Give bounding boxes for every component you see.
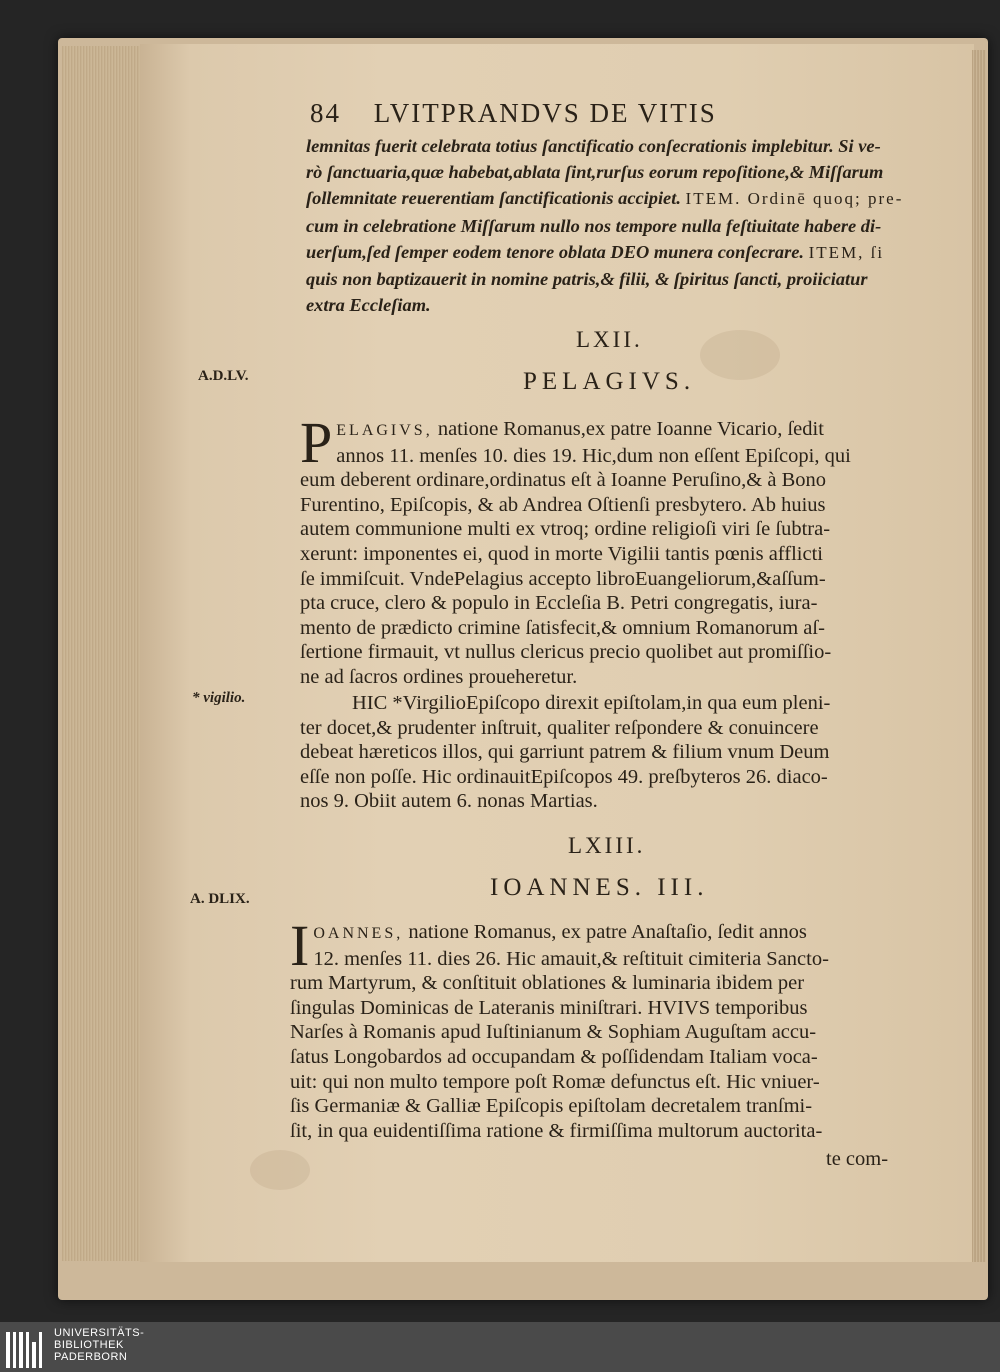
body-line: natione Romanus, ex patre Anaſtaſio, ſedit annos — [403, 921, 807, 943]
intro-line: ITEM, ſi — [808, 242, 885, 262]
intro-line: uerſum,ſed ſemper eodem tenore oblata DEO munera conſecrare. — [306, 241, 805, 262]
body-line: eſſe non poſſe. Hic ordinauitEpiſcopos 49. preſbyteros 26. diaco- — [300, 765, 828, 788]
body-line: pta cruce, clero & populo in Eccleſia B. Petri congregatis, iura- — [300, 592, 818, 615]
body-line: ſit, in qua euidentiſſima ratione & firmiſſima multorum auctorita- — [290, 1119, 823, 1142]
intro-line: extra Eccleſiam. — [306, 295, 431, 316]
body-line: eum deberent ordinare,ordinatus eſt à Ioanne Peruſino,& à Bono — [300, 469, 827, 492]
body-line: ſis Germaniæ & Galliæ Epiſcopis epiſtolam decretalem tranſmi- — [290, 1095, 813, 1118]
chapter-body-paragraph2 — [300, 691, 910, 814]
body-line: ſe immiſcuit. VndePelagius accepto libroEuangeliorum,&aſſum- — [300, 567, 826, 590]
intro-line: rò ſanctuaria,quæ habebat,ablata ſint,rurſus eorum repoſitione,& Miſſarum — [306, 162, 884, 183]
body-line: Furentino, Epiſcopis, & ab Andrea Oſtienſi presbytero. Ab huius — [300, 493, 826, 516]
running-title: LVITPRANDVS DE VITIS — [373, 98, 717, 128]
body-line: ſertione firmauit, vt nullus clericus precio quolibet aut promiſſio- — [300, 641, 832, 664]
intro-line: ſollemnitate reuerentiam ſanctificationis accipiet. — [306, 188, 681, 209]
body-line: uit: qui non multo tempore poſt Romæ defunctus eſt. Hic vniuer- — [290, 1070, 820, 1093]
library-logo-icon — [6, 1328, 42, 1368]
lead-word: ELAGIVS, — [336, 422, 433, 439]
body-line: debeat hæreticos illos, qui garriunt patrem & filium vnum Deum — [300, 741, 830, 764]
body-line: HIC *VirgilioEpiſcopo direxit epiſtolam,in qua eum pleni- — [352, 692, 831, 714]
logo-line: PADERBORN — [54, 1351, 128, 1363]
body-line: rum Martyrum, & conſtituit oblationes & luminaria ibidem per — [290, 972, 805, 995]
margin-year: A.D.LV. — [198, 368, 249, 384]
intro-line: lemnitas fuerit celebrata totius ſanctificatio conſecrationis implebitur. Si ve- — [306, 136, 881, 156]
library-footer — [0, 1322, 1000, 1372]
logo-line: BIBLIOTHEK — [54, 1339, 124, 1351]
body-line: nos 9. Obiit autem 6. nonas Martias. — [300, 790, 598, 813]
logo-line: UNIVERSITÄTS- — [54, 1327, 145, 1339]
library-logo-text — [54, 1327, 144, 1363]
body-line: ter docet,& prudenter inſtruit, qualiter reſpondere & conuincere — [300, 716, 819, 739]
chapter-number: LXIII. — [568, 833, 646, 858]
running-head — [310, 98, 717, 129]
paper-stain — [250, 1150, 310, 1190]
chapter-body — [290, 913, 910, 1143]
lead-word: OANNES, — [313, 925, 404, 942]
body-line: mento de prædicto crimine ſatisfecit,& omnium Romanorum aſ- — [300, 616, 825, 639]
body-line: ſingulas Dominicas de Lateranis miniſtrari. HVIVS temporibus — [290, 996, 808, 1019]
chapter-number: LXII. — [576, 327, 643, 352]
page-number: 84 — [310, 98, 341, 128]
drop-capital: P — [300, 410, 333, 475]
drop-capital: I — [290, 913, 310, 978]
body-line: 12. menſes 11. dies 26. Hic amauit,& reſtituit cimiteria Sancto- — [313, 947, 829, 970]
intro-line: cum in celebratione Miſſarum nullo nos tempore nulla feſtiuitate habere di- — [306, 215, 882, 236]
intro-paragraph — [306, 133, 918, 318]
catchword: te com- — [826, 1148, 889, 1170]
page-edges — [62, 46, 141, 1261]
body-line: ne ad ſacros ordines proueheretur. — [300, 665, 578, 688]
body-line: ſatus Longobardos ad occupandam & poſſidendam Italiam voca- — [290, 1045, 818, 1068]
body-line: natione Romanus,ex patre Ioanne Vicario, ſedit — [432, 418, 824, 440]
body-line: autem communione multi ex vtroq; ordine religioſi viri ſe ſubtra- — [300, 518, 831, 541]
body-line: annos 11. menſes 10. dies 19. Hic,dum non eſſent Epiſcopi, qui — [336, 444, 851, 467]
intro-line: ITEM. Ordinē quoq; pre- — [685, 189, 904, 209]
chapter-title: IOANNES. III. — [490, 874, 709, 901]
intro-line: quis non baptizauerit in nomine patris,& filii, & ſpiritus ſancti, proiiciatur — [306, 269, 868, 290]
right-page-edge — [972, 50, 986, 1262]
margin-year: A. DLIX. — [190, 891, 250, 907]
chapter-body — [300, 410, 910, 690]
margin-note: * vigilio. — [192, 690, 246, 706]
body-line: Narſes à Romanis apud Iuſtinianum & Sophiam Auguſtam accu- — [290, 1021, 817, 1044]
body-line: xerunt: imponentes ei, quod in morte Vigilii tantis pœnis afflicti — [300, 542, 823, 565]
paper-stain — [700, 330, 780, 380]
chapter-title: PELAGIVS. — [523, 368, 696, 395]
